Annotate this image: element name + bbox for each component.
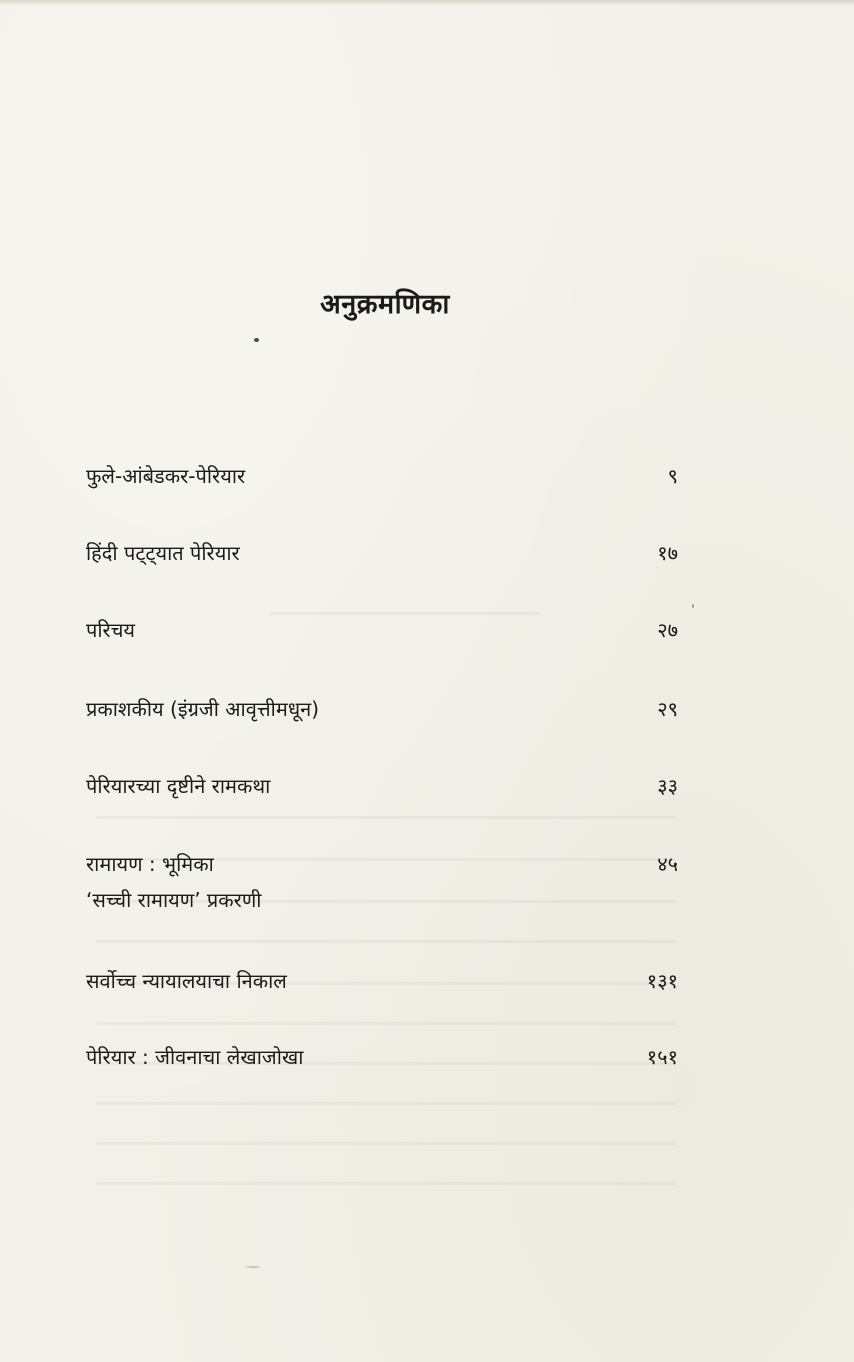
toc-entry-title: परिचय [86,618,136,642]
toc-entry-title: रामायण : भूमिका [86,852,214,876]
toc-entry-title: फुले-आंबेडकर-पेरियार [86,464,246,488]
toc-entry-page: १५१ [646,1045,678,1069]
toc-entry-page: २९ [657,697,678,721]
toc-entry-title: प्रकाशकीय (इंग्रजी आवृत्तीमधून) [86,697,320,721]
toc-entry-subtitle: ‘सच्ची रामायण’ प्रकरणी [86,888,262,912]
toc-entry-page: १७ [657,541,678,565]
show-through-line [96,1142,676,1145]
toc-entry-title: सर्वोच्च न्यायालयाचा निकाल [86,969,287,993]
toc-entry-title: पेरियार : जीवनाचा लेखाजोखा [86,1045,304,1069]
show-through-line [96,1022,676,1025]
show-through-line [96,816,676,819]
toc-entry-page: २७ [657,618,678,642]
show-through-line [96,1102,676,1105]
toc-title: अनुक्रमणिका [320,289,450,320]
toc-entry-page: ९ [667,464,678,488]
ink-speck [692,604,694,608]
toc-entry-title: हिंदी पट्ट्यात पेरियार [86,541,240,565]
page-top-edge [0,0,854,6]
toc-entry-page: ४५ [657,852,678,876]
show-through-line [270,612,540,615]
toc-entry-title: पेरियारच्या दृष्टीने रामकथा [86,774,271,798]
show-through-line [96,1182,676,1185]
ink-speck [246,1266,260,1268]
toc-entry-page: ३३ [657,774,678,798]
show-through-line [96,940,676,943]
toc-entry-page: १३१ [646,969,678,993]
ink-speck [254,338,259,342]
